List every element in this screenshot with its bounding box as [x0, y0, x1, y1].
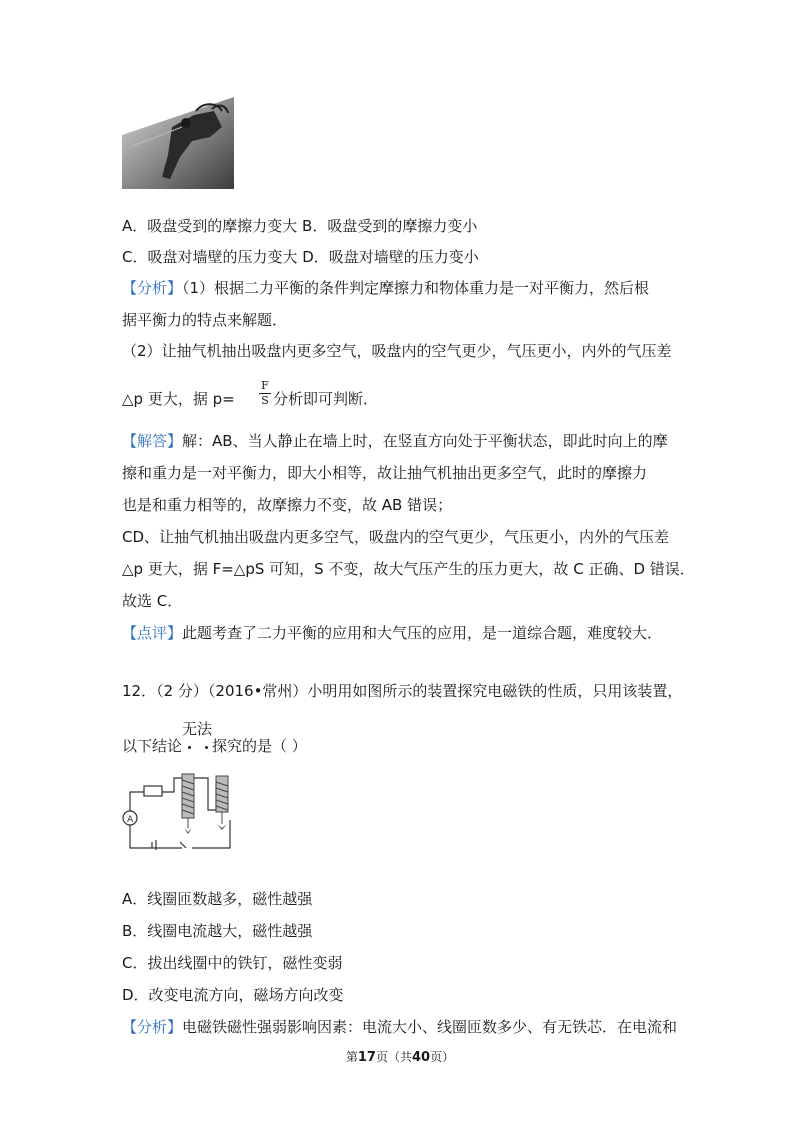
footer-middle: 页（共 [375, 1050, 412, 1064]
q11-analysis-line4-post: 分析即可判断． [273, 390, 379, 408]
footer-suffix: 页） [430, 1050, 455, 1064]
analysis-text: 电磁铁磁性强弱影响因素：电流大小、线圈匝数多少、有无铁芯．在电流和 [182, 1018, 678, 1036]
q11-analysis-line4-pre: △p 更大，据 p= [122, 390, 235, 408]
svg-text:A: A [127, 815, 134, 825]
q11-solution-line1 [122, 430, 668, 451]
q11-options-ab: A．吸盘受到的摩擦力变大 B．吸盘受到的摩擦力变小 [122, 217, 478, 235]
q12-stem-line2-post: 探究的是（ ） [212, 737, 307, 755]
q11-solution-line3: 也是和重力相等的，故摩擦力不变，故 AB 错误； [122, 496, 453, 514]
solution-tag: 【解答】 [122, 432, 183, 450]
emphasis-dot [188, 746, 191, 749]
page-footer [0, 1048, 800, 1065]
q11-solution-line6: 故选 C． [122, 592, 183, 610]
q12-option-c: C．拔出线圈中的铁钉，磁性变弱 [122, 954, 343, 972]
q12-stem-line2-pre: 以下结论 [122, 737, 183, 755]
emphasis-dot [205, 746, 208, 749]
solution-text: 解：AB、当人静止在墙上时，在竖直方向处于平衡状态，即此时向上的摩 [182, 432, 668, 450]
q12-stem-line1: 12．（2 分）（2016•常州）小明用如图所示的装置探究电磁铁的性质，只用该装置， [122, 682, 683, 700]
comment-tag: 【点评】 [122, 624, 183, 642]
fraction-f-over-s [259, 380, 271, 407]
q11-analysis-line2: 据平衡力的特点来解题． [122, 311, 288, 329]
q12-option-a: A．线圈匝数越多，磁性越强 [122, 890, 313, 908]
analysis-text: （1）根据二力平衡的条件判定摩擦力和物体重力是一对平衡力，然后根 [182, 279, 650, 297]
fraction-denominator: S [261, 394, 269, 407]
q11-analysis-line3: （2）让抽气机抽出吸盘内更多空气，吸盘内的空气更少，气压更小，内外的气压差 [122, 342, 672, 360]
total-page-count: 40 [412, 1050, 431, 1065]
current-page-number: 17 [357, 1050, 376, 1065]
q11-solution-line4: CD、让抽气机抽出吸盘内更多空气，吸盘内的空气更少，气压更小，内外的气压差 [122, 528, 670, 546]
q11-options-cd: C．吸盘对墙壁的压力变大 D．吸盘对墙壁的压力变小 [122, 248, 479, 266]
q11-solution-line5: △p 更大，据 F=△pS 可知，S 不变，故大气压产生的压力更大，故 C 正确、D 错误． [122, 560, 695, 578]
q12-analysis-line1 [122, 1016, 677, 1037]
q12-option-b: B．线圈电流越大，磁性越强 [122, 922, 313, 940]
q11-comment-line1 [122, 622, 662, 643]
q11-solution-line2: 擦和重力是一对平衡力，即大小相等，故让抽气机抽出更多空气，此时的摩擦力 [122, 464, 648, 482]
q12-emphasis-text: 无法 [182, 720, 213, 738]
footer-prefix: 第 [345, 1050, 358, 1064]
electromagnet-circuit-diagram [122, 770, 247, 858]
comment-text: 此题考查了二力平衡的应用和大气压的应用，是一道综合题，难度较大． [182, 624, 663, 642]
climber-photo [122, 97, 234, 189]
fraction-numerator: F [261, 379, 269, 392]
q12-option-d: D．改变电流方向，磁场方向改变 [122, 986, 344, 1004]
analysis-tag: 【分析】 [122, 279, 183, 297]
q11-analysis-line1 [122, 277, 649, 298]
analysis-tag: 【分析】 [122, 1018, 183, 1036]
